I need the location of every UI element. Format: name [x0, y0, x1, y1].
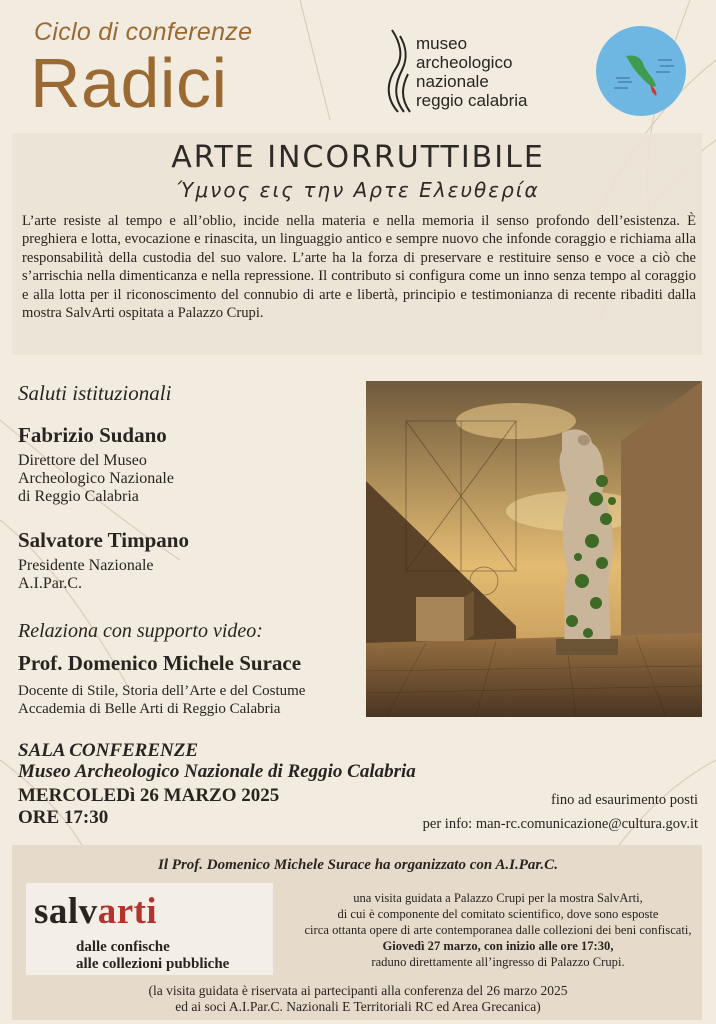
- role-line: di Reggio Calabria: [18, 488, 139, 505]
- tagline-line: alle collezioni pubbliche: [76, 956, 230, 972]
- statue-artwork-image: [366, 381, 702, 717]
- visit-details: [286, 890, 710, 970]
- visit-heading: Il Prof. Domenico Michele Surace ha organizzato con A.I.Par.C.: [158, 857, 558, 873]
- salvarti-tagline: [76, 939, 229, 973]
- lecturer-role: [18, 682, 305, 718]
- aiparc-logo: [596, 26, 686, 116]
- museum-logo-line: reggio calabria: [416, 91, 528, 110]
- role-line: Presidente Nazionale: [18, 557, 154, 574]
- salvarti-logo-red: arti: [97, 891, 158, 932]
- tagline-line: dalle confische: [76, 939, 170, 955]
- contact-info: per info: man-rc.comunicazione@cultura.gov.it: [422, 816, 698, 832]
- museum-logo-line: nazionale: [416, 72, 489, 91]
- role-line: Direttore del Museo: [18, 452, 147, 469]
- footnote-line: ed ai soci A.I.Par.C. Nazionali E Territoriali RC ed Area Grecanica): [175, 999, 541, 1014]
- visit-footnote: [0, 983, 716, 1015]
- speaker-name: Salvatore Timpano: [18, 528, 189, 552]
- footnote-line: (la visita guidata è riservata ai partecipanti alla conferenza del 26 marzo 2025: [148, 983, 568, 998]
- role-line: Accademia di Belle Arti di Reggio Calabria: [18, 701, 281, 717]
- visit-line: di cui è componente del comitato scientifico, dove sono esposte: [337, 907, 659, 921]
- speaker-role: [18, 452, 174, 506]
- visit-line: una visita guidata a Palazzo Crupi per la mostra SalvArti,: [353, 891, 643, 905]
- museum-logo-text: [416, 34, 528, 110]
- availability-note: fino ad esaurimento posti: [551, 792, 698, 808]
- museum-logo-line: museo: [416, 34, 468, 53]
- museum-logo-line: archeologico: [416, 53, 513, 72]
- salvarti-logo-black: salv: [34, 891, 98, 932]
- role-line: A.I.Par.C.: [18, 575, 82, 592]
- visit-date-line: Giovedì 27 marzo, con inizio alle ore 17:30,: [382, 939, 614, 953]
- venue-place: Museo Archeologico Nazionale di Reggio Calabria: [18, 761, 416, 782]
- event-time: ORE 17:30: [18, 807, 109, 828]
- venue-room: SALA CONFERENZE: [18, 740, 199, 761]
- speaker-name: Fabrizio Sudano: [18, 423, 167, 447]
- greetings-heading: Saluti istituzionali: [18, 381, 172, 405]
- speaker-role: [18, 557, 154, 593]
- cycle-label: Ciclo di conferenze: [34, 18, 253, 46]
- venue-block: [18, 740, 416, 782]
- event-intro: L’arte resiste al tempo e all’oblio, incide nella materia e nella memoria il senso profondo dell’esistenza. È preghiera e lotta, evocazione e rinascita, un linguaggio antico e sempre nuovo che infonde coraggio e richiama alla responsabilità della custodia del suo valore. L’arte ha la forza di preservare e restituire senso e voce a ciò che s’arrischia nella dimenticanza e nella repressione. Il contributo si configura come un inno senza tempo al coraggio e alla lotta per il riconoscimento del connubio di arte e libertà, principio e testimonianza di recente ribaditi dalla mostra SalvArti ospitata a Palazzo Crupi.: [22, 213, 696, 322]
- event-date: MERCOLEDì 26 MARZO 2025: [18, 785, 280, 806]
- role-line: Docente di Stile, Storia dell’Arte e del Costume: [18, 683, 306, 699]
- role-line: Archeologico Nazionale: [18, 470, 174, 487]
- lecturer-name: Prof. Domenico Michele Surace: [18, 651, 302, 675]
- salvarti-logo: [34, 893, 157, 930]
- visit-line: raduno direttamente all’ingresso di Palazzo Crupi.: [371, 955, 625, 969]
- lecture-heading: Relaziona con supporto video:: [18, 620, 263, 642]
- event-subtitle: Ύμνος εις την Αρτε Ελευθερία: [176, 178, 540, 202]
- visit-line: circa ottanta opere di arte contemporanea dalle collezioni dei beni confiscati,: [304, 923, 692, 937]
- italy-map-icon: [596, 26, 686, 116]
- series-title: Radici: [30, 44, 228, 122]
- event-title: ARTE INCORRUTTIBILE: [171, 140, 545, 175]
